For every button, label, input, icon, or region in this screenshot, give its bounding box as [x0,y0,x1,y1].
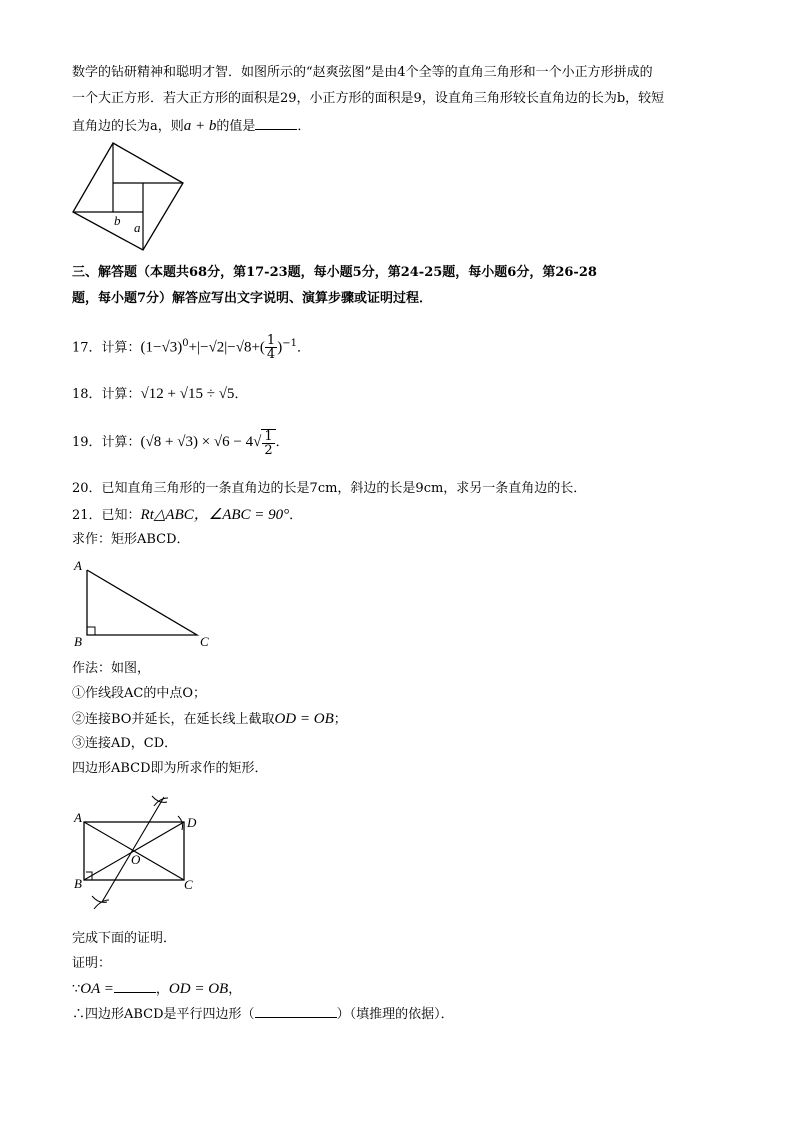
q17-term-b: +|−√2|−√8+( [188,339,265,356]
q19-fraction [261,429,275,457]
proof-oa: OA = [80,981,114,997]
q17-frac-den: 4 [266,347,276,363]
right-angle-mark-b [87,627,95,635]
method-step-1: ①作线段AC的中点O； [72,686,206,701]
answer-blank-16[interactable] [255,115,297,130]
label-b: b [114,213,121,228]
label-b: B [74,876,82,891]
question-20: 20．已知直角三角形的一条直角边的长是7cm，斜边的长是9cm，求另一条直角边的长． [72,481,587,496]
answer-blank-reason[interactable] [255,1003,337,1018]
step-2-end: ； [333,712,347,727]
rectangle-construction-figure [72,792,207,920]
proof-comma: ， [155,982,169,997]
proof-line-1-end: ， [228,982,242,997]
intro-line-3-prefix: 直角边的长为a，则 [72,119,184,134]
q21-given: Rt△ABC，∠ABC = 90° [140,507,290,523]
intro-line-2: 一个大正方形．若大正方形的面积是29，小正方形的面积是9，设直角三角形较长直角边的长为b，较短 [72,91,665,106]
step-2-prefix: ②连接BO并延长，在延长线上截取 [72,712,275,727]
q17-frac-num: 1 [266,333,276,349]
q17-term-c: ) [277,339,283,356]
proof-od-ob: OD = OB [168,981,229,997]
label-b: B [74,634,82,649]
method-conclusion: 四边形ABCD即为所求作的矩形． [72,761,268,776]
q18-end: ． [234,387,248,402]
label-c: C [184,877,193,892]
q17-exp-0: 0 [182,338,189,349]
q17-fraction [265,334,277,361]
proof-line-2-prefix: ∴四边形ABCD是平行四边形（ [72,1007,255,1022]
perpendicular-bisector [102,797,164,902]
method-step-2 [72,709,347,730]
q19-frac-num: 1 [264,428,273,444]
section-3-title-line-1: 三、解答题（本题共68分，第17-23题，每小题5分，第24-25题，每小题6分，第26-28 [72,265,597,280]
complete-proof-instruction: 完成下面的证明． [72,931,177,946]
method-step-3: ③连接AD，CD． [72,736,178,751]
question-21-line-1 [72,505,302,526]
q18-label: 18．计算： [72,387,141,402]
proof-line-2-suffix: ）（填推理的依据）． [336,1007,454,1022]
intro-line-3 [72,115,310,137]
proof-line-2 [72,1003,454,1025]
because-symbol: ∵ [72,982,81,997]
q19-end: ． [275,435,289,450]
zhao-shuang-figure [70,140,190,250]
intro-line-1: 数学的钻研精神和聪明才智．如图所示的“赵爽弦图”是由4个全等的直角三角形和一个小正方形拼成的 [72,65,653,80]
label-o: O [131,852,141,867]
big-square [73,143,183,250]
q17-term-a: (1−√3) [140,339,183,356]
arc-bottom-2 [94,900,109,909]
answer-blank-oa[interactable] [114,978,156,993]
q17-exp-neg1: −1 [282,338,297,349]
q21-line-1-end: ． [289,508,303,523]
triangle-abc [87,570,197,635]
intro-line-3-mid: 的值是 [216,119,256,134]
q19-expression: (√8 + √3) × √6 − 4 [140,434,254,450]
question-17 [72,330,310,362]
intro-expression: a + b [183,118,217,134]
q18-expression: √12 + √15 ÷ √5 [140,386,235,402]
question-19: 19．计算：(√8 + √3) × √6 − 4√ $\frac{1}{2}$ ． [72,428,289,458]
q17-end: ． [296,340,310,356]
question-21-line-2: 求作：矩形ABCD． [72,532,190,547]
step-2-math: OD = OB [274,711,334,727]
triangle-abc-figure [72,558,217,650]
question-18 [72,384,247,405]
label-a: A [74,810,82,825]
q21-label: 21．已知： [72,508,141,523]
label-a: a [134,220,141,235]
label-d: D [187,815,197,830]
proof-label: 证明： [72,956,112,971]
intro-line-3-end: ． [297,119,311,134]
proof-line-1 [72,978,241,1000]
q17-label: 17．计算： [72,340,141,356]
label-a: A [74,558,82,573]
arc-top-1 [152,796,167,802]
section-3-title-line-2: 题，每小题7分）解答应写出文字说明、演算步骤或证明过程． [72,291,433,306]
arc-d [178,816,183,830]
label-c: C [200,634,209,649]
q19-frac-den: 2 [264,442,273,458]
q19-label: 19．计算： [72,435,141,450]
method-title: 作法：如图， [72,661,151,676]
